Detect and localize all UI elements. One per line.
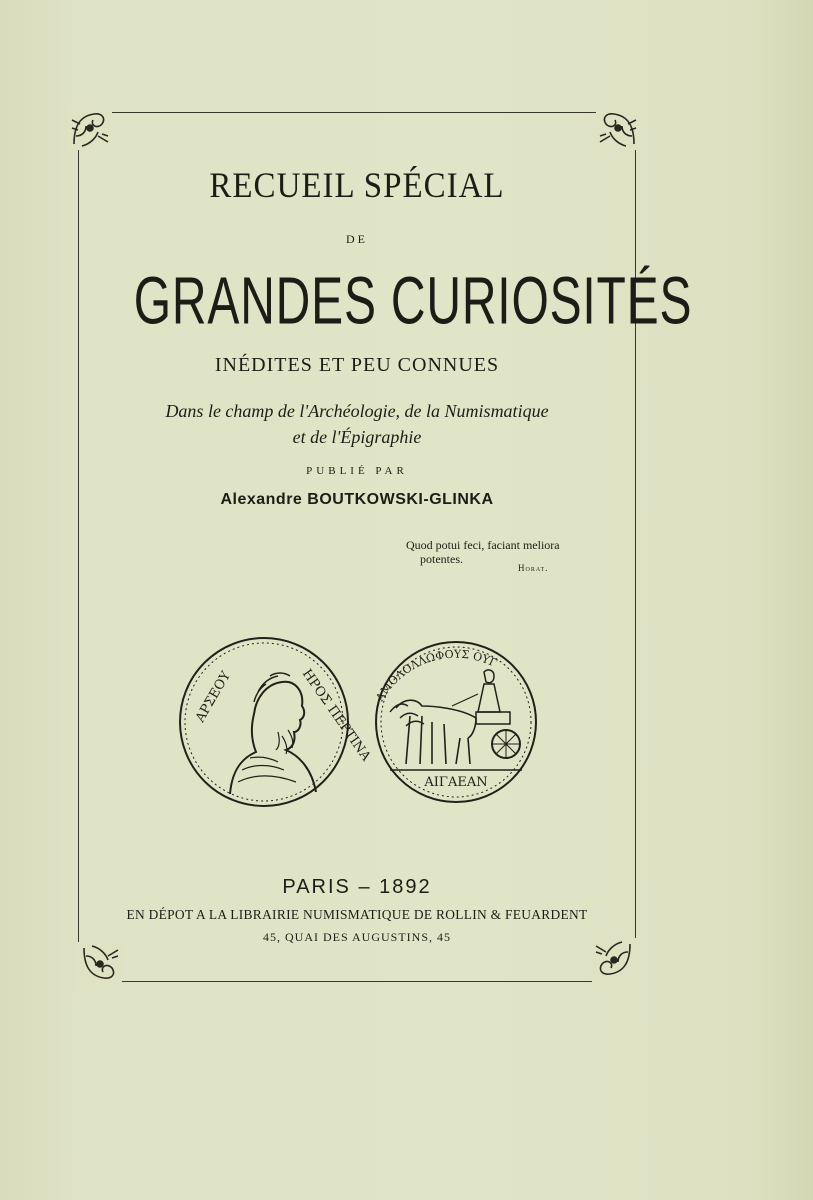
field-description-line-2: et de l'Épigraphie bbox=[292, 427, 422, 447]
author-name: Alexandre BOUTKOWSKI-GLINKA bbox=[220, 491, 494, 508]
coin-left-legend-left: ΑΡΣΕΟΥ bbox=[192, 669, 234, 726]
main-title: GRANDES CURIOSITÉS bbox=[133, 263, 693, 339]
imprint-city-year: PARIS – 1892 bbox=[282, 876, 432, 898]
imprint-address: 45, QUAI DES AUGUSTINS, 45 bbox=[262, 930, 451, 944]
subtitle: INÉDITES ET PEU CONNUES bbox=[214, 354, 500, 376]
title-connector: DE bbox=[346, 232, 368, 246]
epigraph-line-2: potentes. bbox=[420, 552, 463, 566]
coin-left-legend-right: ΗΡΟΣ ΠΕΡΤΙΝΑ bbox=[298, 666, 374, 764]
epigraph bbox=[406, 538, 560, 573]
corner-ornament-icon bbox=[78, 942, 122, 986]
field-description bbox=[78, 398, 636, 450]
corner-ornament-icon bbox=[68, 106, 112, 150]
coin-right-exergue: ΑΙΓΑΕΑΝ bbox=[424, 775, 488, 790]
epigraph-attribution: Horat. bbox=[518, 563, 549, 573]
coin-reverse-chariot bbox=[373, 642, 536, 802]
imprint-publisher: EN DÉPOT A LA LIBRAIRIE NUMISMATIQUE DE ROLLIN & FEUARDENT bbox=[126, 908, 588, 923]
field-description-line-1: Dans le champ de l'Archéologie, de la Numismatique bbox=[165, 401, 549, 421]
epigraph-line-1: Quod potui feci, faciant meliora bbox=[406, 538, 560, 552]
corner-ornament-icon bbox=[596, 106, 640, 150]
published-by: PUBLIÉ PAR bbox=[306, 465, 408, 477]
title-line-1: RECUEIL SPÉCIAL bbox=[209, 166, 505, 206]
coin-right-legend-top: ΑΜΟΛΟΛΛΩΦΟΥΣ ΟΥΓ bbox=[373, 647, 500, 704]
coin-illustrations bbox=[170, 632, 550, 812]
coin-obverse-portrait bbox=[180, 638, 374, 806]
